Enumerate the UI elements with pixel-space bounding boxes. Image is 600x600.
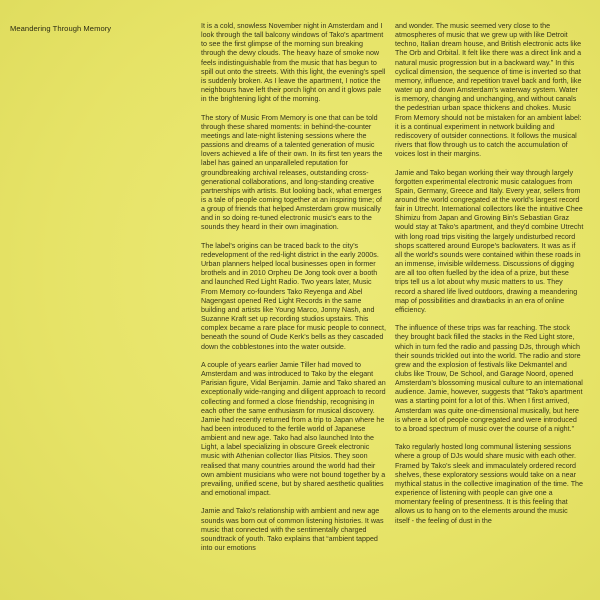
paragraph: The label's origins can be traced back to the city's redevelopment of the red-light district in the early 2000s. Urban planners helped local businesses open in former brothels and in 2010 Orpheu De Jong took over a booth and launched Red Light Radio. Two years later, Music From Memory co-founders Tako Reyenga and Abel Nagengast opened Red Light Records in the same building and artists like Young Marco, Jonny Nash, and Suzanne Kraft set up recording studios upstairs. This complex became a rare place for music people to connect, beneath the sound of Oude Kerk's bells as they cascaded down the cobblestones into the water outside. — [201, 241, 386, 351]
paragraph: Jamie and Tako's relationship with ambient and new age sounds was born out of common listening histories. It was music that connected with the sentimentally charged soundtrack of youth. Tako explains that “ambient tapped into our emotions — [201, 507, 384, 553]
paragraph: Tako regularly hosted long communal listening sessions where a group of DJs would share music with each other. Framed by Tako's sleek and immaculately ordered record shelves, these exploratory sessions would take on a near mythical status in the collective imagination of the time. The experience of listening with people can give one a momentary feeling of presentness. It is this feeling that allows us to hang on to the elements around the music itself - the feeling of dust in the — [395, 443, 583, 525]
document-title: Meandering Through Memory — [10, 24, 112, 33]
paragraph: The story of Music From Memory is one that can be told through these shared moments: in behind-the-counter meetings and late-night listening sessions where the passions and dreams of a talented generation of music lovers achieved a life of their own. In its first ten years the label has gained an unparalleled reputation for groundbreaking archival releases, outstanding cross-generational collaborations, and long-standing creative partnerships with artists. But looking back, what emerges is a tale of people coming together at an inspiring time; of a group of friends that helped Amsterdam grow musically and in so doing re-tuned electronic music's ears to the sounds they heard in their own imagination. — [201, 113, 383, 232]
text-column-right — [395, 22, 584, 535]
paragraph: The influence of these trips was far reaching. The stock they brought back filled the stacks in the Red Light store, which in turn fed the radio and passing DJs, through which their sounds trickled out into the world. The radio and store grew and the explosion of festivals like Dekmantel and clubs like Trouw, De School, and Garage Noord, opened Amsterdam's blossoming musical culture to an international audience. Jamie, however, suggests that “Tako's apartment was a starting point for a lot of this. When I first arrived, Amsterdam was quite one-dimensional musically, but here is where a lot of people congregated and were introduced to a broad spectrum of music over the course of a night.” — [395, 324, 583, 433]
text-column-left — [201, 22, 387, 562]
paragraph: and wonder. The music seemed very close to the atmospheres of music that we grew up with like Detroit techno, Italian dream house, and British electronic acts like The Orb and Orbital. It felt like there was a direct link and a natural music progression but in a backward way.” In this cyclical dimension, the sequence of time is inverted so that memory, influence, and repetition travel back and forth, like water up and down Amsterdam's waterway system. Water is memory, changing and unchanging, and without canals the pedestrian urban space thickens and chokes. Music From Memory should not be mistaken for an ambient label: it is a continual experiment in network building and rediscovery of outsider connections. It follows the musical rivers that flow through us to catch the accumulation of voices lost in their margins. — [395, 22, 582, 159]
paragraph: Jamie and Tako began working their way through largely forgotten experimental electronic music catalogues from Spain, Germany, Greece and Italy. Every year, sellers from around the world congregated at the world's largest record fair in Utrecht. International collectors like the intuitive Chee Shimizu from Japan and Growing Bin's Sebastian Graz would stay at Tako's apartment, and they'd combine Utrecht with long road trips visiting the largely undisturbed record shops scattered around Europe's backwaters. It was as if all the world's sounds were contained within these roads in an immense, invisible wilderness. Discussions of digging are all too often fuelled by the idea of a prize, but these trips tell us a lot about why music matters to us. They record a shared life lived outdoors, drawing a meandering map of possibilities and drawbacks in an era of online efficiency. — [395, 168, 584, 314]
paragraph: It is a cold, snowless November night in Amsterdam and I look through the tall balcony windows of Tako's apartment to see the first glimpse of the morning sun breaking through the dewy clouds. The heavy haze of smoke now feels indistinguishable from the music that has begun to spill out onto the streets. With this light, the evening's spell is suddenly broken. As I leave the apartment, I notice the neighbours have left their porch light on and it glows pale in the brightening light of the morning. — [201, 22, 386, 104]
paragraph: A couple of years earlier Jamie Tiller had moved to Amsterdam and was introduced to Tako by the elegant Parisian figure, Vidal Benjamin. Jamie and Tako shared an exceptionally wide-ranging and diligent approach to record collecting and formed a close friendship, recognising in each other the same enthusiasm for musical discovery. Jamie had recently returned from a trip to Japan where he had been introduced to the fertile world of Japanese ambient and new age. Tako had also launched Into the Light, a label specializing in obscure Greek electronic music with Athenian collector Ilias Pitsios. They soon realised that many countries around the world had their own ambient musicians who were not bound together by a prevailing, unified scene, but by shared aesthetic qualities and emotional impact. — [201, 360, 386, 498]
